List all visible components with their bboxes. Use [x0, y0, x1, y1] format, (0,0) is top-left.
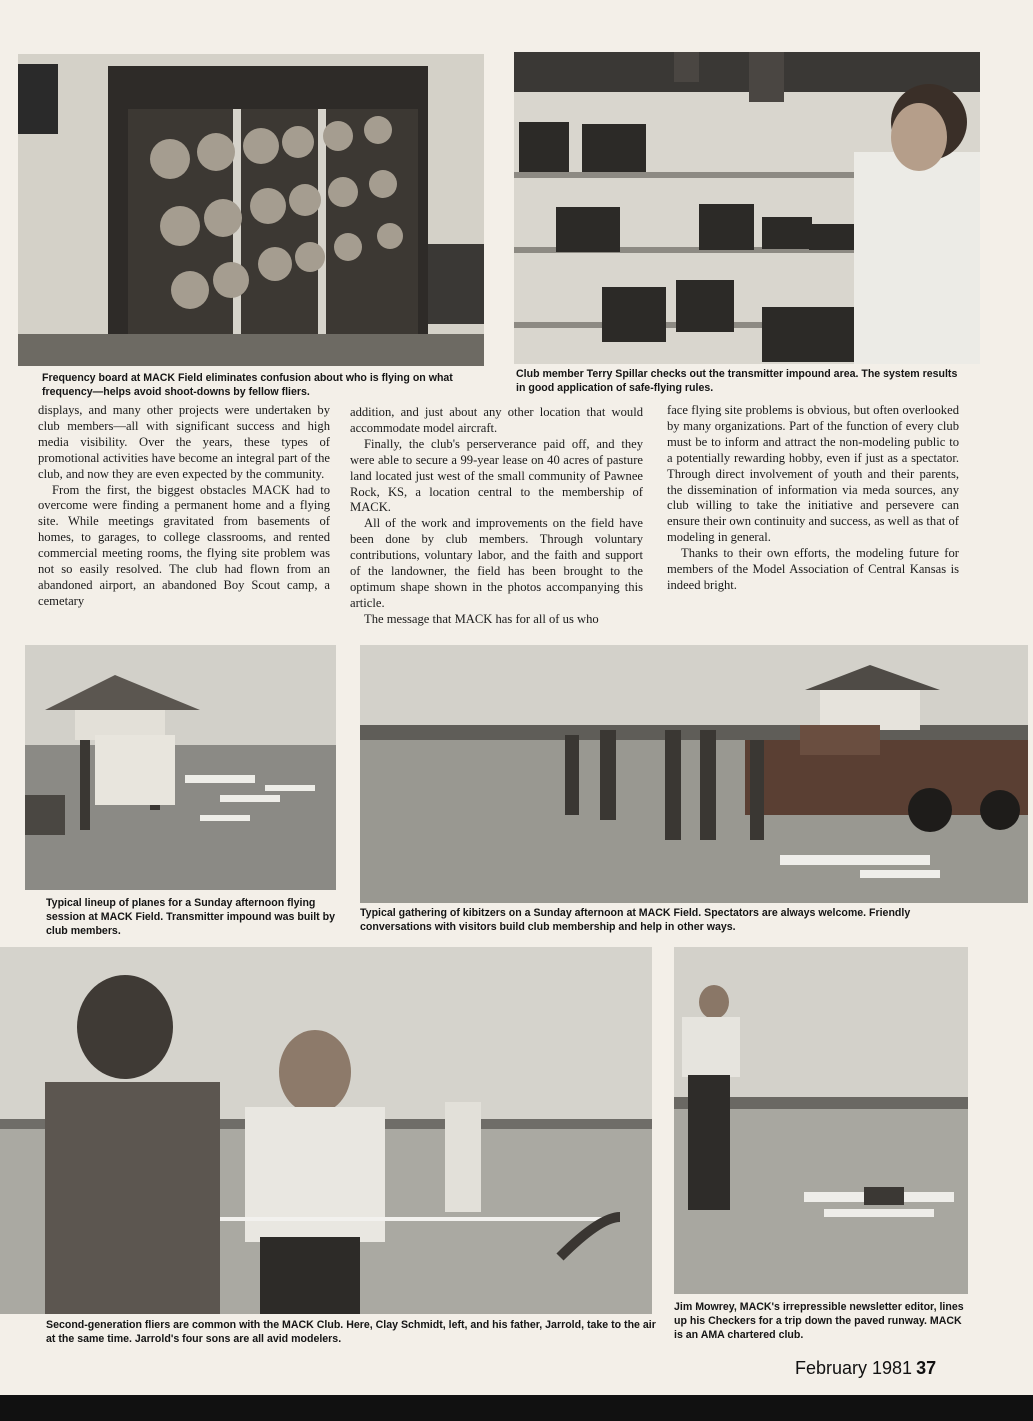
- kibitzers-image: [360, 645, 1028, 903]
- lineup-image: [25, 645, 336, 890]
- article-paragraph: All of the work and improvements on the field have been done by club members. Through voluntary contributions, voluntary labor, and the faith and support of the landowner, the field has been brought to the optimum shape shown in the photos accompanying this article.: [350, 516, 643, 610]
- frequency-board-image: [18, 54, 484, 366]
- lineup-photo: [25, 645, 336, 890]
- frequency-board-caption: Frequency board at MACK Field eliminates confusion about who is flying on what frequency—helps avoid shoot-downs by fellow fliers.: [42, 372, 453, 398]
- scan-border: [0, 1395, 1033, 1421]
- transmitter-impound-image: [514, 52, 980, 364]
- article-paragraph: Thanks to their own efforts, the modeling future for members of the Model Association of Central Kansas is indeed bright.: [667, 546, 959, 592]
- lineup-caption: Typical lineup of planes for a Sunday afternoon flying session at MACK Field. Transmitter impound was built by club members.: [46, 897, 336, 937]
- article-column-2: [350, 405, 643, 628]
- article-paragraph: Finally, the club's perserverance paid off, and they were able to secure a 99-year lease on 40 acres of pasture land located just west of the small community of Pawnee Rock, KS, a location central to the membership of MACK.: [350, 436, 643, 515]
- transmitter-impound-caption: Club member Terry Spillar checks out the transmitter impound area. The system results in good application of safe-flying rules.: [516, 368, 958, 394]
- article-paragraph: addition, and just about any other location that would accommodate model aircraft.: [350, 405, 643, 435]
- frequency-board-photo: [18, 54, 484, 366]
- jim-mowrey-image: [674, 947, 968, 1294]
- article-column-3: [667, 403, 959, 594]
- issue-date: February 1981: [795, 1358, 913, 1378]
- page-folio: [795, 1358, 936, 1379]
- transmitter-impound-photo: [514, 52, 980, 364]
- second-generation-photo: [0, 947, 652, 1314]
- jim-mowrey-caption: Jim Mowrey, MACK's irrepressible newsletter editor, lines up his Checkers for a trip down the paved runway. MACK is an AMA chartered club.: [674, 1301, 964, 1341]
- article-paragraph: The message that MACK has for all of us who: [364, 611, 599, 626]
- article-paragraph: displays, and many other projects were undertaken by club members—all with significant success and high media visibility. Over the years, these types of promotional activities have become an integral part of the club, and now they are even expected by the community.: [38, 403, 330, 481]
- article-paragraph: face flying site problems is obvious, but often overlooked by many organizations. Part of the function of every club must be to inform and attract the non-modeling public to a potentially rewarding hobby, even if just as a spectator. Through direct involvement of youth and their parents, the dissemination of information via meda sources, any club willing to take the initiative and persevere can ensure their own continuity and success, as well as that of modeling in general.: [667, 403, 959, 545]
- second-generation-image: [0, 947, 652, 1314]
- kibitzers-photo: [360, 645, 1028, 903]
- kibitzers-caption: Typical gathering of kibitzers on a Sunday afternoon at MACK Field. Spectators are always welcome. Friendly conversations with visitors build club membership and help in other ways.: [360, 907, 911, 933]
- article-column-1: [38, 403, 330, 610]
- article-paragraph: From the first, the biggest obstacles MACK had to overcome were finding a permanent home and a flying site. While meetings gravitated from basements of homes, to garages, to college classrooms, and rented commercial meeting rooms, the flying site problem was not so easily resolved. The club had flown from an abandoned airport, an abandoned Boy Scout camp, a cemetary: [38, 482, 330, 608]
- second-generation-caption: Second-generation fliers are common with the MACK Club. Here, Clay Schmidt, left, and his father, Jarrold, take to the air at the same time. Jarrold's four sons are all avid modelers.: [46, 1319, 656, 1345]
- page-number: 37: [916, 1358, 937, 1378]
- jim-mowrey-photo: [674, 947, 968, 1294]
